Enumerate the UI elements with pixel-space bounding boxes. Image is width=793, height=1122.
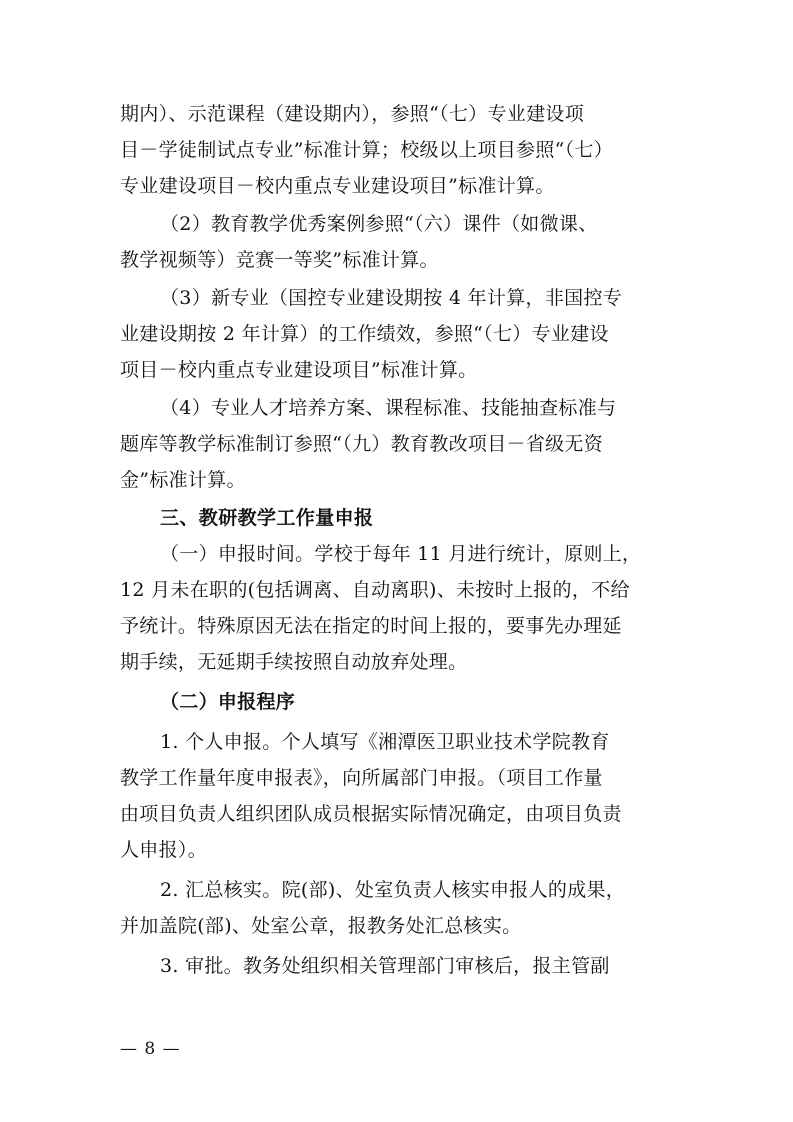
paragraph-line: （2）教育教学优秀案例参照“（六）课件（如微课、 — [160, 213, 598, 235]
paragraph-line: 教学视频等）竞赛一等奖”标准计算。 — [120, 249, 439, 271]
paragraph-line: 予统计。特殊原因无法在指定的时间上报的，要事先办理延 — [120, 615, 622, 637]
paragraph-line: （3）新专业（国控专业建设期按 4 年计算，非国控专 — [160, 287, 623, 309]
paragraph-line: 期手续，无延期手续按照自动放弃处理。 — [120, 651, 468, 673]
section-heading: 三、教研教学工作量申报 — [160, 507, 374, 529]
paragraph-line: 项目－校内重点专业建设项目”标准计算。 — [120, 359, 478, 381]
paragraph-line: 专业建设项目－校内重点专业建设项目”标准计算。 — [120, 175, 555, 197]
paragraph-line: 题库等教学标准制订参照“（九）教育教改项目－省级无资 — [120, 433, 604, 455]
paragraph-line: 并加盖院(部)、处室公章，报教务处汇总核实。 — [120, 915, 522, 937]
paragraph-line: 目－学徒制试点专业”标准计算；校级以上项目参照“（七） — [120, 139, 614, 161]
page-number: — 8 — — [120, 1039, 181, 1059]
subsection-heading: （二）申报程序 — [160, 691, 296, 713]
paragraph-line: 12 月未在职的(包括调离、自动离职)、未按时上报的，不给 — [120, 579, 630, 601]
paragraph-line: 金”标准计算。 — [120, 469, 246, 491]
paragraph-line: 期内）、示范课程（建设期内），参照“（七）专业建设项 — [120, 103, 585, 125]
paragraph-line: 教学工作量年度申报表》，向所属部门申报。（项目工作量 — [120, 767, 603, 789]
paragraph-line-with-bold-lead: （一）申报时间。学校于每年 11 月进行统计，原则上， — [160, 543, 642, 565]
paragraph-line-with-bold-lead: 1. 个人申报。个人填写《湘潭医卫职业技术学院教育 — [160, 731, 610, 753]
paragraph-line: （4）专业人才培养方案、课程标准、技能抽查标准与 — [160, 397, 617, 419]
paragraph-line-with-bold-lead: 2. 汇总核实。院(部)、处室负责人核实申报人的成果， — [160, 879, 626, 901]
paragraph-line: 由项目负责人组织团队成员根据实际情况确定，由项目负责 — [120, 803, 622, 825]
paragraph-line: 业建设期按 2 年计算）的工作绩效，参照“（七）专业建设 — [120, 323, 609, 345]
paragraph-line: 人申报）。 — [120, 839, 208, 861]
paragraph-line-with-bold-lead: 3. 审批。教务处组织相关管理部门审核后，报主管副 — [160, 955, 610, 977]
